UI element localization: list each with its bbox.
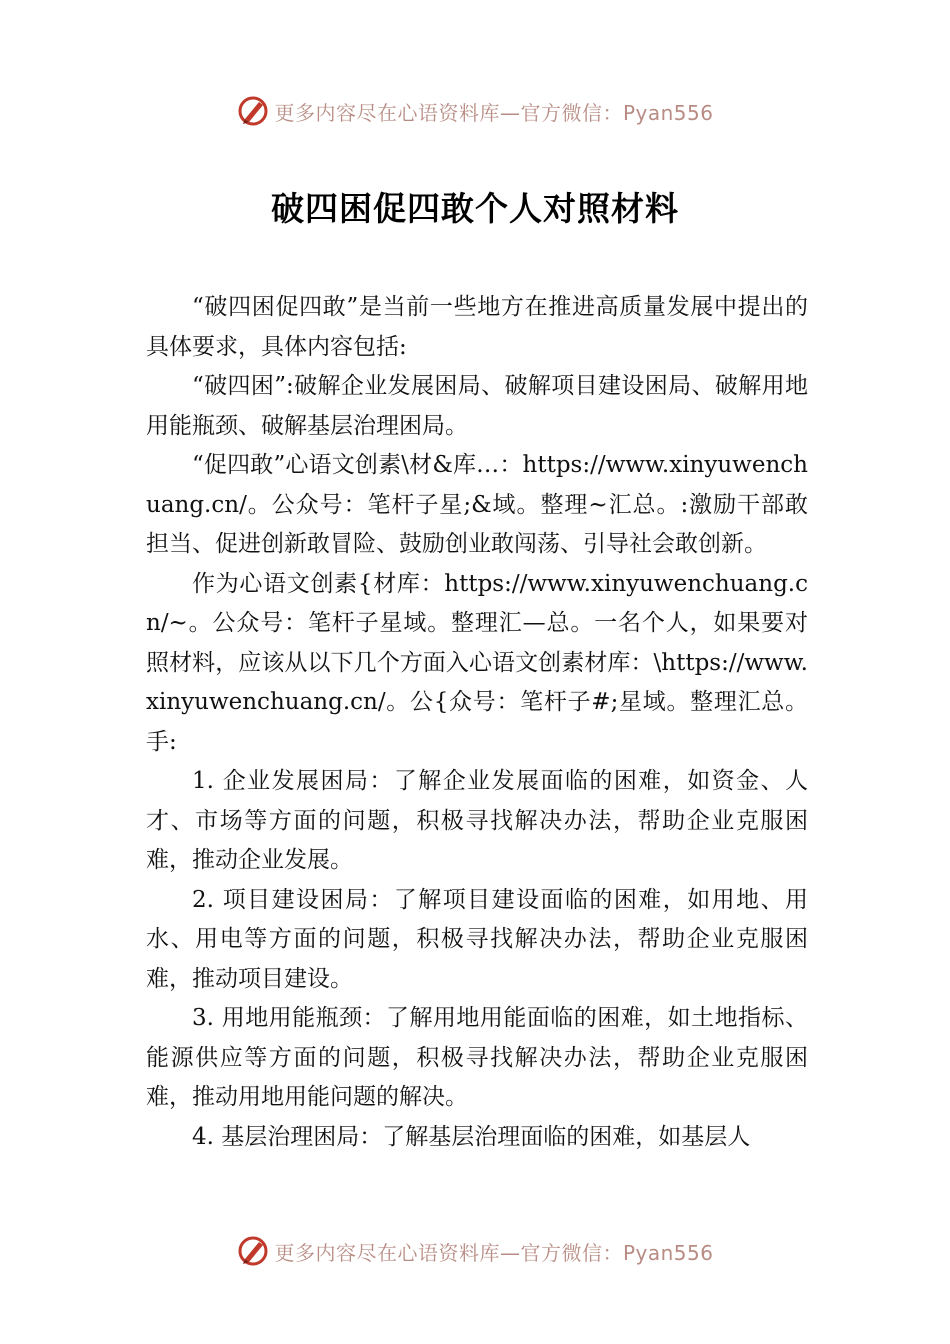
paragraph: 2. 项目建设困局：了解项目建设面临的困难，如用地、用水、用电等方面的问题，积极寻找解决办法，帮助企业克服困难，推动项目建设。 <box>146 886 808 992</box>
paragraph: 作为心语文创素{材库：https://www.xinyuwenchuang.cn/~。公众号：笔杆子星域。整理汇—总。一名个人，如果要对照材料，应该从以下几个方面入心语文创素材库：\https://www.xinyuwenchuang.cn/。公{众号：笔杆子#;星域。整理汇总。手: <box>146 570 808 755</box>
paragraph: “促四敢”心语文创素\材&库…：https://www.xinyuwenchuang.cn/。公众号：笔杆子星;&域。整理~汇总。:激励干部敢担当、促进创新敢冒险、鼓励创业敢闯荡、引导社会敢创新。 <box>146 452 808 557</box>
document-body <box>146 288 808 1157</box>
paragraph: 1. 企业发展困局：了解企业发展面临的困难，如资金、人才、市场等方面的问题，积极寻找解决办法，帮助企业克服困难，推动企业发展。 <box>146 768 808 873</box>
header-banner-text: 更多内容尽在心语资料库—官方微信：Pyan556 <box>274 100 714 125</box>
pen-logo-icon <box>236 1234 270 1268</box>
pen-logo-icon <box>236 94 270 128</box>
footer-banner <box>0 1234 950 1268</box>
header-banner <box>0 94 950 128</box>
paragraph: “破四困”:破解企业发展困局、破解项目建设困局、破解用地用能瓶颈、破解基层治理困局。 <box>146 373 808 439</box>
paragraph: 4. 基层治理困局：了解基层治理面临的困难，如基层人 <box>192 1123 751 1150</box>
paragraph: “破四困促四敢”是当前一些地方在推进高质量发展中提出的具体要求，具体内容包括: <box>146 294 808 360</box>
page-title: 破四困促四敢个人对照材料 <box>271 189 679 228</box>
footer-banner-text: 更多内容尽在心语资料库—官方微信：Pyan556 <box>274 1240 714 1265</box>
paragraph: 3. 用地用能瓶颈：了解用地用能面临的困难，如土地指标、能源供应等方面的问题，积极寻找解决办法，帮助企业克服困难，推动用地用能问题的解决。 <box>146 1005 808 1110</box>
